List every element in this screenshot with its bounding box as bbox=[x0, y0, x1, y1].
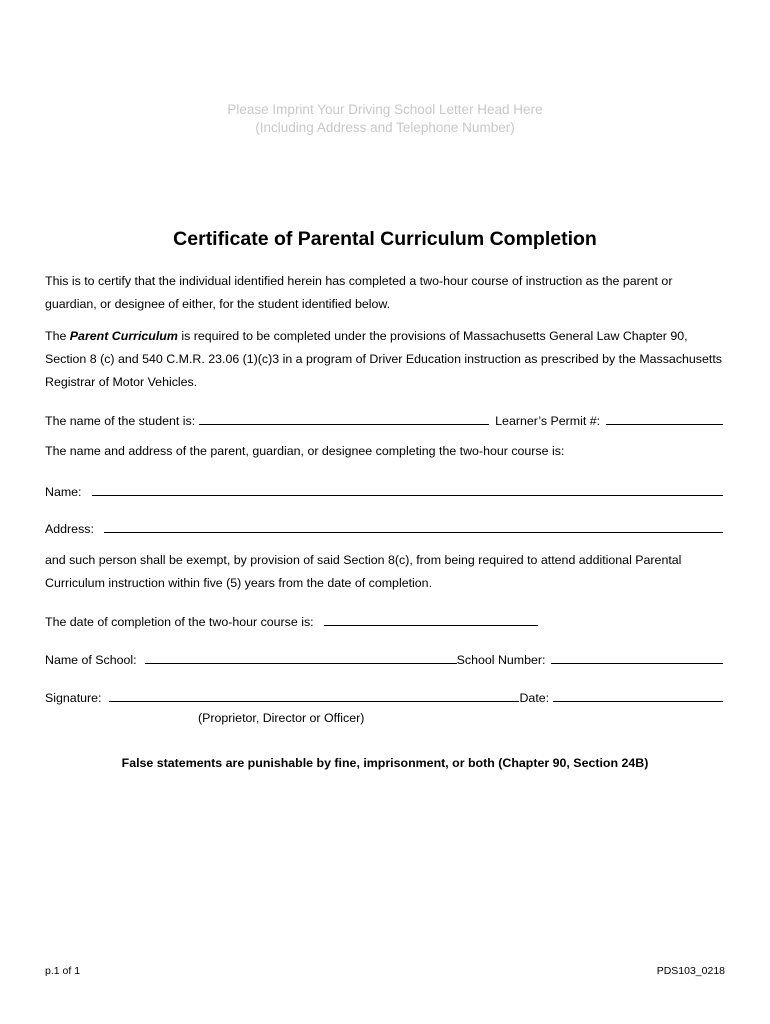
permit-label: Learner’s Permit #: bbox=[495, 414, 601, 428]
school-number-label: School Number: bbox=[456, 653, 546, 667]
school-number-field[interactable] bbox=[551, 662, 723, 664]
letterhead-line-2: (Including Address and Telephone Number) bbox=[255, 120, 515, 135]
address-label: Address: bbox=[45, 522, 94, 536]
letterhead-placeholder bbox=[0, 101, 770, 137]
form-code: PDS103_0218 bbox=[656, 965, 725, 977]
requirement-paragraph bbox=[45, 325, 725, 394]
address-row bbox=[45, 516, 723, 536]
page-number: p.1 of 1 bbox=[45, 965, 81, 977]
parent-name-field[interactable] bbox=[92, 494, 724, 496]
letterhead-line-1: Please Imprint Your Driving School Letter Head Here bbox=[227, 102, 543, 117]
requirement-prefix: The bbox=[45, 329, 70, 343]
name-label: Name: bbox=[45, 485, 82, 499]
signature-field[interactable] bbox=[109, 700, 519, 702]
signature-date-field[interactable] bbox=[553, 700, 723, 702]
school-name-label: Name of School: bbox=[45, 653, 137, 667]
school-row bbox=[45, 647, 723, 667]
student-row bbox=[45, 408, 723, 428]
signature-row bbox=[45, 685, 723, 705]
student-name-label: The name of the student is: bbox=[45, 414, 196, 428]
name-row bbox=[45, 479, 723, 499]
signer-role-note: (Proprietor, Director or Officer) bbox=[198, 711, 365, 725]
requirement-rest: is required to be completed under the provisions of Massachusetts General Law Chapter 90, Section 8 (c) and 540 C.M.R. 23.06 (1)(c)3 in a program of Driver Education instruction as prescribed by the Massachusetts Registrar of Motor Vehicles. bbox=[45, 329, 722, 389]
exemption-paragraph: and such person shall be exempt, by provision of said Section 8(c), from being required to attend additional Parental Curriculum instruction within five (5) years from the date of completion. bbox=[45, 553, 682, 590]
completion-date-field[interactable] bbox=[324, 624, 538, 626]
signature-label: Signature: bbox=[45, 691, 102, 705]
parent-curriculum-emphasis: Parent Curriculum bbox=[69, 329, 178, 343]
certificate-title: Certificate of Parental Curriculum Completion bbox=[173, 228, 597, 250]
completion-date-row bbox=[45, 609, 723, 629]
completion-date-label: The date of completion of the two-hour course is: bbox=[45, 615, 314, 629]
school-name-field[interactable] bbox=[145, 662, 457, 664]
parent-intro: The name and address of the parent, guardian, or designee completing the two-hour course is: bbox=[45, 444, 565, 458]
false-statement-warning: False statements are punishable by fine, imprisonment, or both (Chapter 90, Section 24B) bbox=[121, 756, 649, 770]
permit-number-field[interactable] bbox=[606, 423, 723, 425]
student-name-field[interactable] bbox=[199, 423, 489, 425]
intro-paragraph: This is to certify that the individual identified herein has completed a two-hour course of instruction as the parent or guardian, or designee of either, for the student identified below. bbox=[45, 274, 673, 311]
parent-address-field[interactable] bbox=[104, 531, 723, 533]
date-label: Date: bbox=[519, 691, 550, 705]
